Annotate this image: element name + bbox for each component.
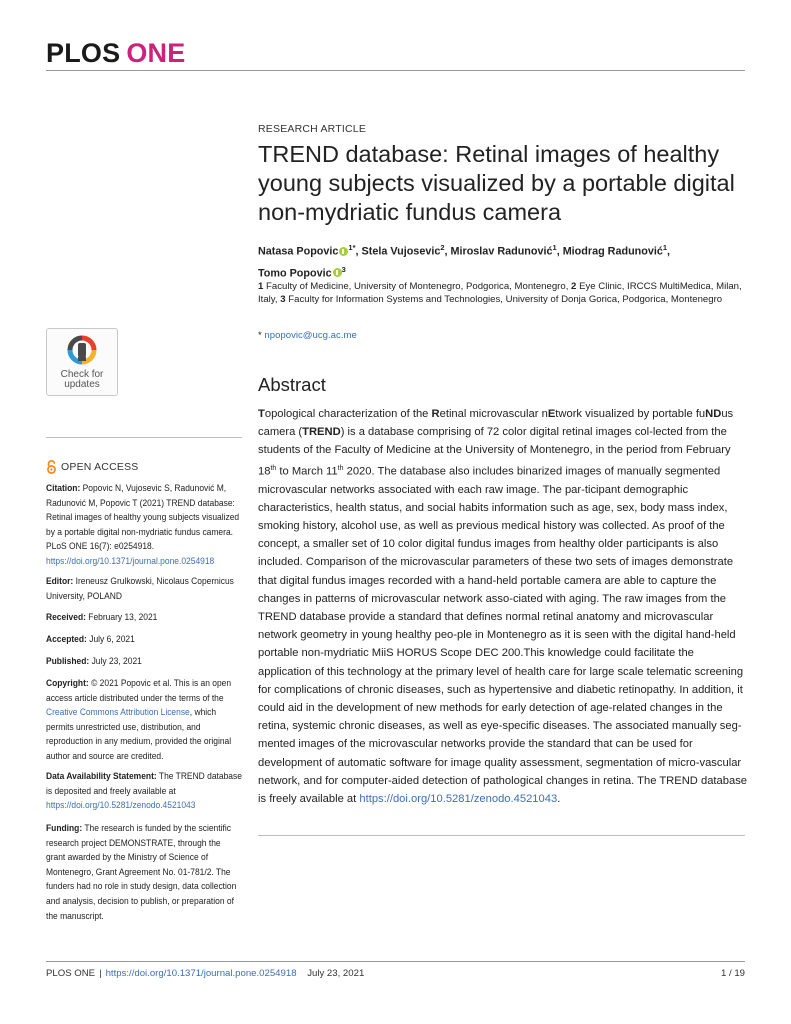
logo-plos: PLOS — [46, 38, 121, 68]
corresponding-mark: * — [352, 243, 356, 252]
orcid-icon[interactable] — [333, 268, 342, 277]
abstract-doi-link[interactable]: https://doi.org/10.5281/zenodo.4521043 — [359, 793, 558, 805]
citation-text: Popovic N, Vujosevic S, Radunović M, Radunović M, Popovic T (2021) TREND database: Retinal images of healthy young subjects visualized by a portable digital non-mydriatic fundus camera. PLoS ONE 16(7): e0254918. — [46, 483, 240, 552]
copyright-label: Copyright: — [46, 678, 89, 688]
data-availability-block — [46, 769, 242, 813]
author-affiliation-sup: 3 — [341, 264, 346, 274]
footer-journal: PLOS ONE — [46, 968, 96, 979]
author-affiliation-sup: 1 — [552, 243, 557, 252]
footer-divider — [46, 961, 745, 962]
affiliations — [258, 280, 745, 307]
published-block — [46, 654, 242, 669]
citation-block — [46, 481, 242, 569]
received-block — [46, 610, 242, 625]
corresponding-email-link[interactable]: npopovic@ucg.ac.me — [264, 330, 357, 341]
copyright-text-1: © 2021 Popovic et al. This is an open access article distributed under the terms of the — [46, 678, 232, 703]
page-footer — [46, 968, 745, 979]
author-list: Natasa Popovic $^{1*}$, Stela Vujosevic$^2$, Miroslav Radunović$^1$, Miodrag Radunović$^1$, Tomo Popovic $^3$ — [258, 243, 671, 280]
open-access-label — [46, 460, 138, 474]
sidebar-divider — [46, 437, 242, 438]
funding-text: The research is funded by the scientific research project DEMONSTRATE, through the grant awarded by the Ministry of Science of Montenegro, Grant Agreement No. 01-781/2. The funders had no role in study design, data collection and analysis, decision to publish, or preparation of the manuscript. — [46, 823, 237, 921]
received-label: Received: — [46, 612, 86, 622]
accepted-date: July 6, 2021 — [89, 634, 135, 644]
affiliation-num: 3 — [280, 294, 286, 306]
affiliation-text: Eye Clinic, IRCCS MultiMedica, Milan, Italy, — [258, 281, 742, 306]
check-updates-line1: Check for — [60, 369, 104, 380]
abstract-divider — [258, 835, 745, 836]
open-access-text: OPEN ACCESS — [61, 461, 139, 473]
check-for-updates-button[interactable] — [46, 328, 118, 396]
logo-one: ONE — [126, 38, 186, 68]
funding-block — [46, 821, 242, 923]
affiliation-num: 2 — [571, 281, 577, 292]
license-link[interactable]: Creative Commons Attribution License — [46, 707, 190, 718]
citation-doi-link[interactable]: https://doi.org/10.1371/journal.pone.0254918 — [46, 555, 215, 566]
check-updates-line2: updates — [64, 379, 100, 390]
open-access-lock-icon — [46, 460, 57, 474]
page-number: 1 / 19 — [720, 968, 745, 979]
accepted-block — [46, 632, 242, 647]
author-name[interactable]: Miroslav Radunović — [450, 245, 553, 258]
footer-doi-link[interactable]: https://doi.org/10.1371/journal.pone.0254918 — [105, 968, 297, 979]
header-divider — [46, 70, 745, 71]
article-type: RESEARCH ARTICLE — [258, 123, 367, 135]
author-affiliation-sup: 1 — [662, 243, 668, 252]
orcid-icon[interactable] — [339, 247, 348, 256]
corresponding-author — [258, 330, 357, 341]
received-date: February 13, 2021 — [88, 612, 158, 622]
journal-logo[interactable] — [46, 38, 185, 69]
author-affiliation-sup: 2 — [440, 243, 445, 252]
footer-date: July 23, 2021 — [307, 968, 365, 979]
published-date: July 23, 2021 — [91, 656, 142, 666]
affiliation-text: Faculty for Information Systems and Technologies, University of Donja Gorica, Podgorica, Montenegro — [288, 294, 723, 306]
article-title: TREND database: Retinal images of healthy young subjects visualized by a portable digital non-mydriatic fundus camera — [258, 141, 735, 225]
editor-text: Ireneusz Grulkowski, Nicolaus Copernicus University, POLAND — [46, 576, 234, 601]
abstract-body: Topological characterization of the Retinal microvascular nEtwork visualized by portable fuNDus camera (TREND) is a database comprising of 72 color digital retinal images col-lected from the students of the Faculty of Medicine at the University of Montenegro, in the period from February 18th to March 11th 2020. The database also includes binarized images of manually segmented microvascular networks associated with each raw image. The par-ticipant demographic characteristics, health status, and social habits information such as age, sex, body mass index, smoking history, alcohol use, as well as previous medical history was collected. As proof of the concept, a smaller set of 10 color digital fundus images from healthy older participants is also included. Comparison of the microvascular parameters of these two sets of images demonstrate that digital fundus images recorded with a hand-held portable camera are able to capture the changes in patterns of microvascular network asso-ciated with aging. The raw images from the TREND database provide a standard that defines normal retinal anatomy and microvascular network geometry in young healthy peo-ple in Montenegro as it is seen with the digital hand-held portable non-mydriatic MiiS HORUS Scope DEC 200.This knowledge could facilitate the application of this technology at the primary level of health care for large scale telematic screening for complications of chronic diseases, such as hypertensive and diabetic retinopathy. In addition, it could aid in the development of new methods for early detection of age-related changes in the retina, systemic chronic diseases, as well as eye-specific diseases. The associated manually seg-mented images of the microvascular networks provide the standard that can be used for development of automatic software for image quality assessment, segmentation of micro-vascular network, and for computer-aided detection of pathological changes in retina. The TREND database is freely available at https://doi.org/10.5281/zenodo.4521043. — [258, 408, 748, 805]
accepted-label: Accepted: — [46, 634, 87, 644]
affiliation-num: 1 — [258, 281, 264, 292]
data-availability-label: Data Availability Statement: — [46, 771, 157, 781]
funding-label: Funding: — [46, 823, 83, 833]
author-name[interactable]: Natasa Popovic — [258, 245, 339, 258]
editor-label: Editor: — [46, 576, 74, 586]
affiliation-text: Faculty of Medicine, University of Montenegro, Podgorica, Montenegro, — [266, 281, 569, 292]
author-name[interactable]: Stela Vujosevic — [361, 245, 441, 258]
footer-separator: | — [99, 968, 102, 979]
corresponding-asterisk: * — [258, 330, 262, 341]
editor-block — [46, 574, 242, 603]
check-for-updates-icon — [67, 335, 97, 367]
published-label: Published: — [46, 656, 90, 666]
data-availability-link[interactable]: https://doi.org/10.5281/zenodo.4521043 — [46, 800, 196, 811]
abstract-heading: Abstract — [258, 374, 326, 395]
author-name[interactable]: Miodrag Radunović — [562, 245, 663, 258]
copyright-text-2: , which permits unrestricted use, distribution, and reproduction in any medium, provided the original author and source are credited. — [46, 707, 232, 761]
citation-label: Citation: — [46, 483, 81, 493]
author-name[interactable]: Tomo Popovic — [258, 267, 332, 280]
copyright-block — [46, 676, 242, 764]
author-affiliation-sup: 1 — [348, 243, 353, 252]
data-availability-text: The TREND database is deposited and freely available at — [46, 771, 242, 796]
